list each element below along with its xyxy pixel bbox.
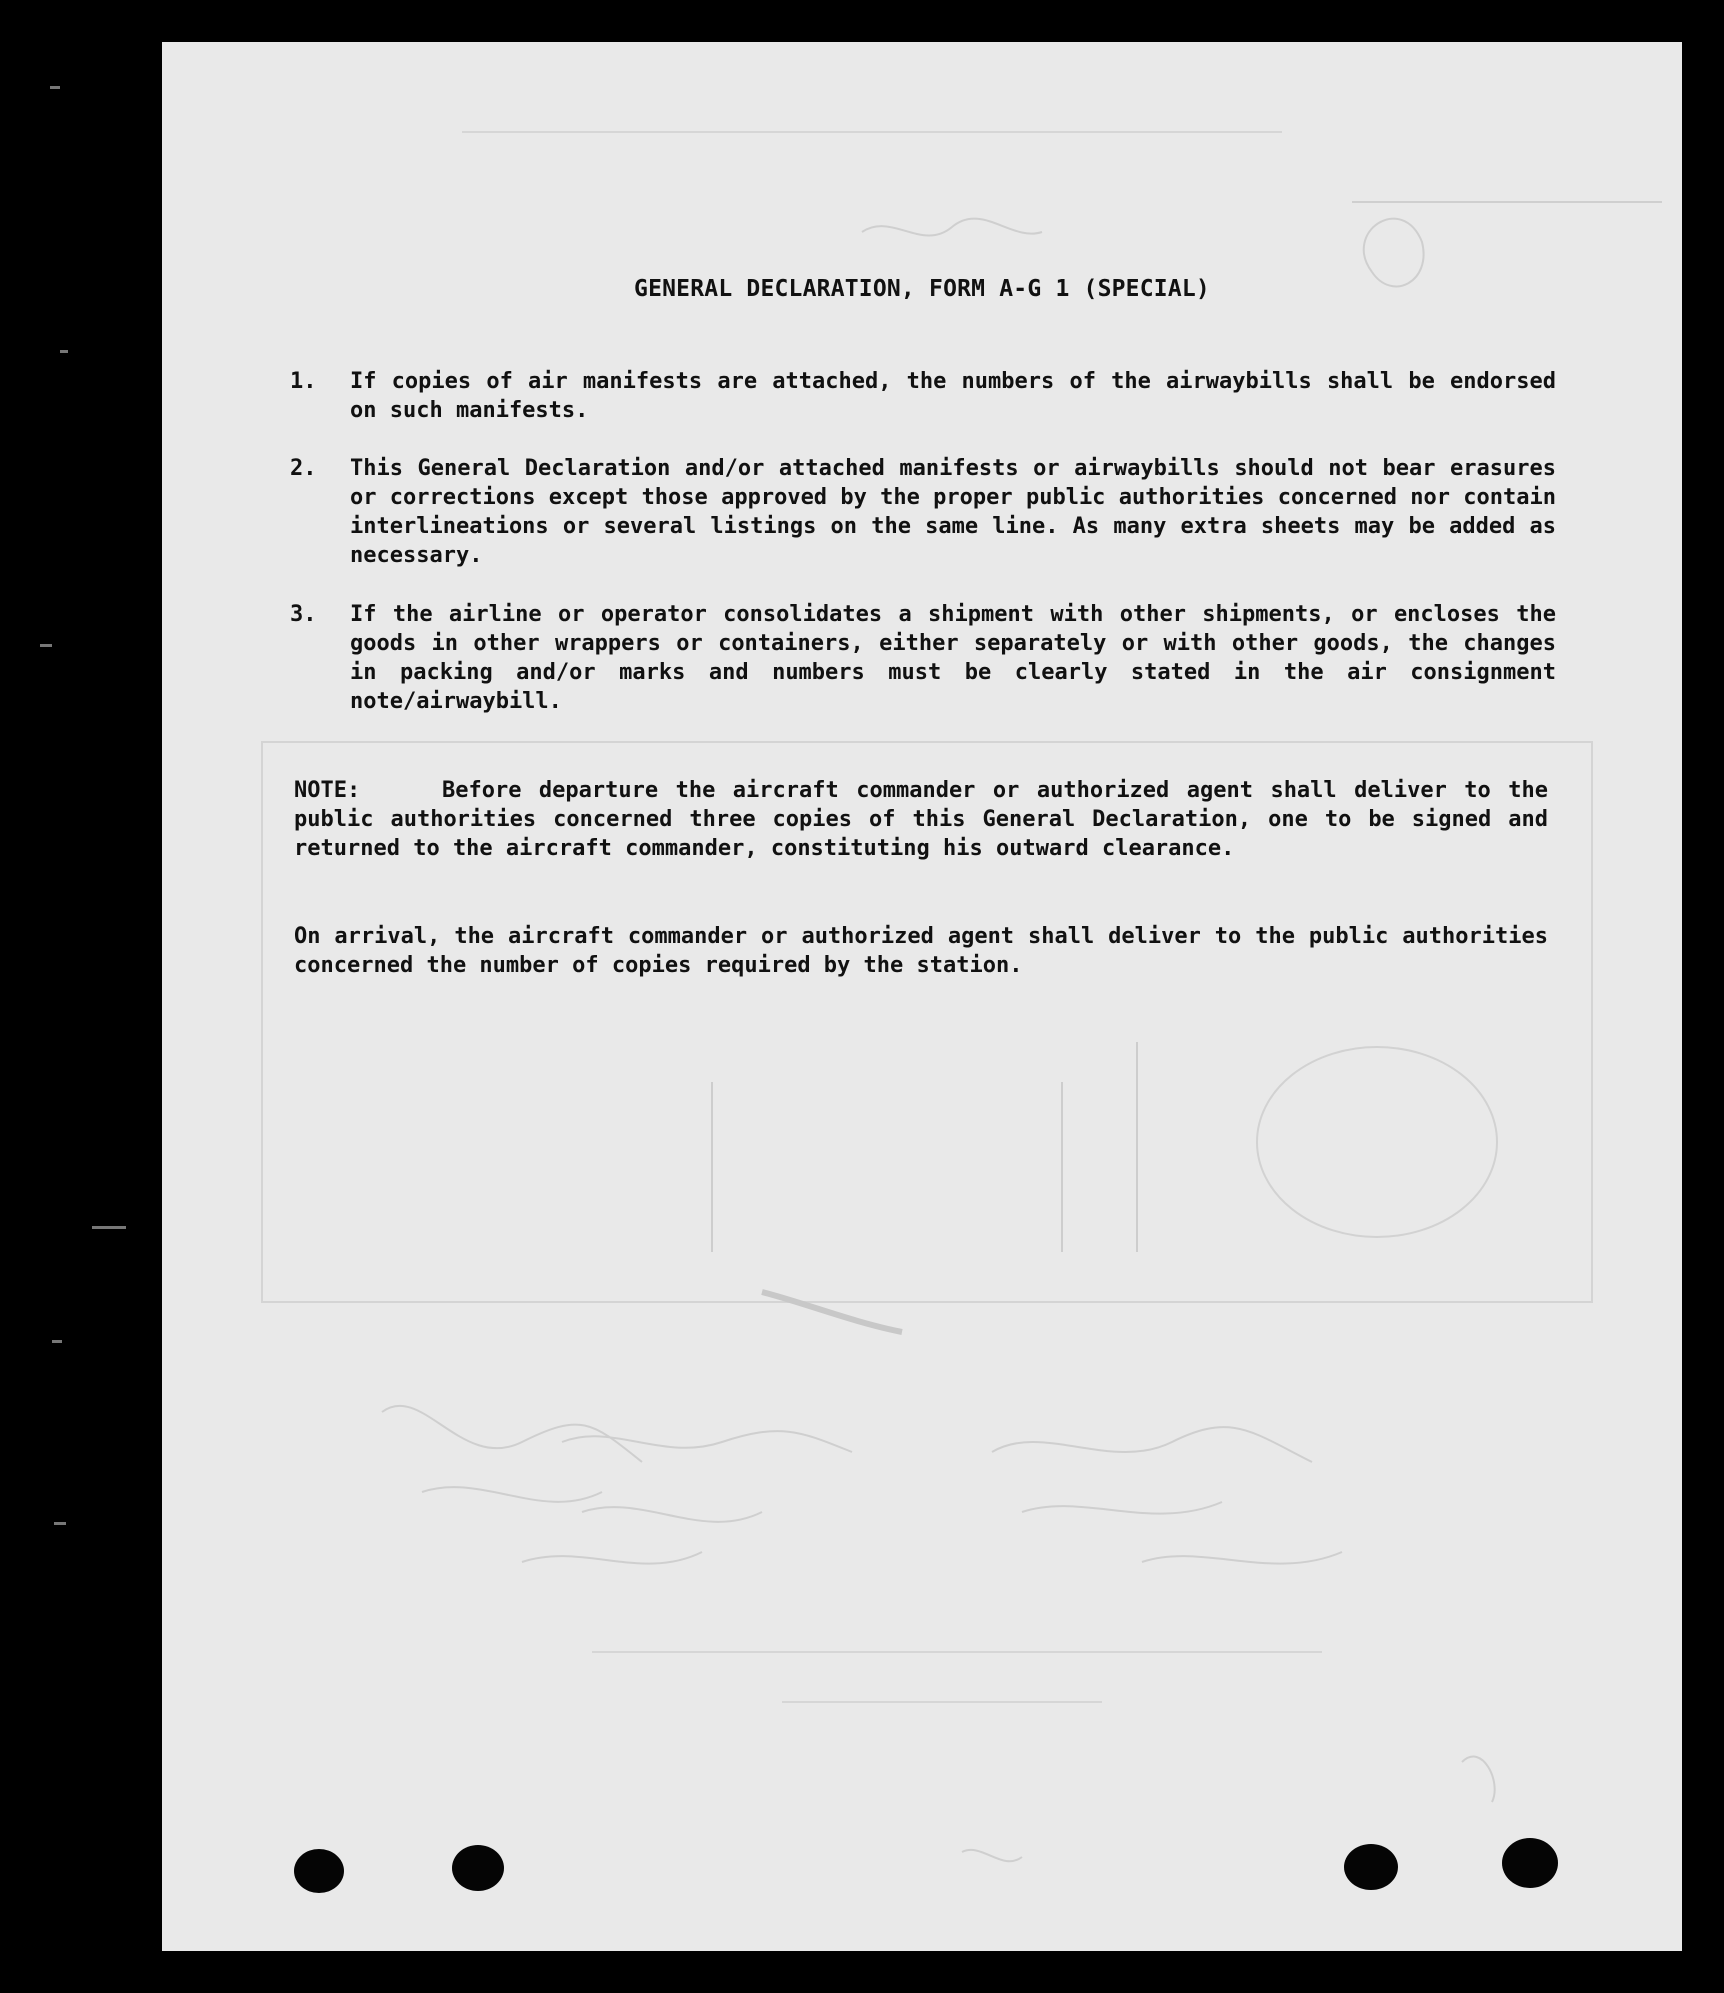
scan-edge-mark: [52, 1340, 62, 1343]
item-text: This General Declaration and/or attached manifests or airwaybills should not bear erasures or corrections except those approved by the proper public authorities concerned nor contain interlineations or several listings on the same line. As many extra sheets may be added as necessary.: [350, 456, 1556, 568]
arrival-paragraph: On arrival, the aircraft commander or authorized agent shall deliver to the public authorities concerned the number of copies required by the station.: [294, 924, 1548, 978]
item-number: 2.: [290, 456, 317, 481]
scan-edge-mark: [50, 86, 60, 89]
scan-edge-mark: [60, 350, 68, 353]
bleed-through-marks: [162, 42, 1682, 1951]
punch-hole: [1344, 1844, 1398, 1890]
instruction-item-1: [290, 367, 1556, 425]
item-number: 1.: [290, 369, 317, 394]
punch-hole: [294, 1849, 344, 1893]
document-title: GENERAL DECLARATION, FORM A-G 1 (SPECIAL): [634, 276, 1210, 302]
note-text: Before departure the aircraft commander or authorized agent shall deliver to the public authorities concerned three copies of this General Declaration, one to be signed and returned to the aircraft commander, constituting his outward clearance.: [294, 778, 1548, 861]
scan-edge-mark: [40, 644, 52, 647]
instruction-item-3: [290, 600, 1556, 716]
item-text: If copies of air manifests are attached, the numbers of the airwaybills shall be endorsed on such manifests.: [350, 369, 1556, 423]
instruction-item-2: [290, 454, 1556, 570]
scan-edge-mark: [54, 1522, 66, 1525]
document-sheet: [162, 42, 1682, 1951]
punch-hole: [1502, 1838, 1558, 1888]
item-text: If the airline or operator consolidates a shipment with other shipments, or encloses the goods in other wrappers or containers, either separately or with other goods, the changes in packing and/or marks and numbers must be clearly stated in the air consignment note/airwaybill.: [350, 602, 1556, 714]
note-label: NOTE:: [294, 778, 361, 803]
item-number: 3.: [290, 602, 317, 627]
punch-hole: [452, 1845, 504, 1891]
scan-edge-mark: [92, 1226, 126, 1229]
note-paragraph: [294, 776, 1548, 863]
